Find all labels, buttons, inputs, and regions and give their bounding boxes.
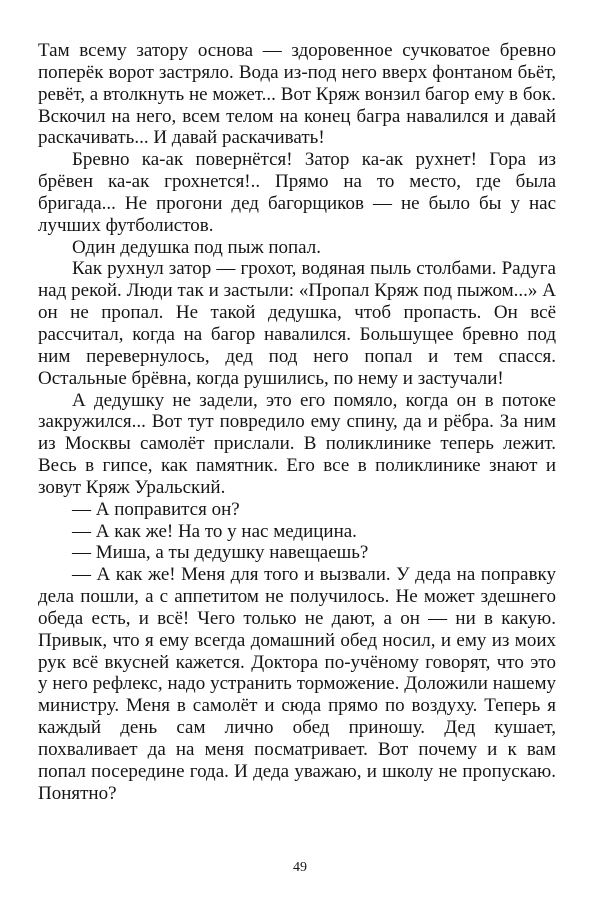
paragraph-2: Бревно ка-ак повернётся! Затор ка-ак рухнет! Гора из брёвен ка-ак грохнется!.. Прямо на то место, где была бригада... Не прогони дед багорщиков — не было бы у нас лучших футболистов. (38, 149, 556, 236)
paragraph-4: Как рухнул затор — грохот, водяная пыль столбами. Радуга над рекой. Люди так и застыли: «Пропал Кряж под пыжом...» А он не пропал. Не такой дедушка, чтоб пропасть. Он всё рассчитал, когда на багор навалился. Большущее бревно под ним перевернулось, дед под него попал и тем спасся. Остальные брёвна, когда рушились, по нему и застучали! (38, 258, 556, 389)
dialogue-line-2: — А как же! На то у нас медицина. (72, 520, 357, 542)
paragraph-3: Один дедушка под пыж попал. (72, 236, 322, 258)
dialogue-line-4: — А как же! Меня для того и вызвали. У деда на поправку дела пошли, а с аппетитом не получилось. Не может здешнего обеда есть, и всё! Чего только не дают, а он — ни в какую. Привык, что я ему всегда домашний обед носил, и ему из моих рук всё вкусней кажется. Доктора по-учёному говорят, что это у него рефлекс, надо устранить торможение. Доложили нашему министру. Меня в самолёт и сюда прямо по воздуху. Теперь я каждый день сам лично обед приношу. Дед кушает, похваливает да на меня посматривает. Вот почему и к вам попал посередине года. И деда уважаю, и школу не пропускаю. Понятно? (38, 564, 556, 804)
paragraph-5: А дедушку не задели, это его помяло, когда он в потоке закружился... Вот тут повредило ему спину, да и рёбра. За ним из Москвы самолёт прислали. В поликлинике теперь лежит. Весь в гипсе, как памятник. Его все в поликлинике знают и зовут Кряж Уральский. (38, 389, 556, 498)
paragraph-1: Там всему затору основа — здоровенное сучковатое бревно поперёк ворот застряло. Вода из-под него вверх фонтаном бьёт, ревёт, а втолкнуть не может... Вот Кряж вонзил багор ему в бок. Вскочил на него, всем телом на конец багра навалился и давай раскачивать... И давай раскачивать! (38, 40, 556, 149)
page-number: 49 (293, 860, 307, 875)
dialogue-line-1: — А поправится он? (72, 498, 240, 520)
body-text (38, 40, 556, 805)
dialogue-line-3: — Миша, а ты дедушку навещаешь? (72, 542, 369, 564)
